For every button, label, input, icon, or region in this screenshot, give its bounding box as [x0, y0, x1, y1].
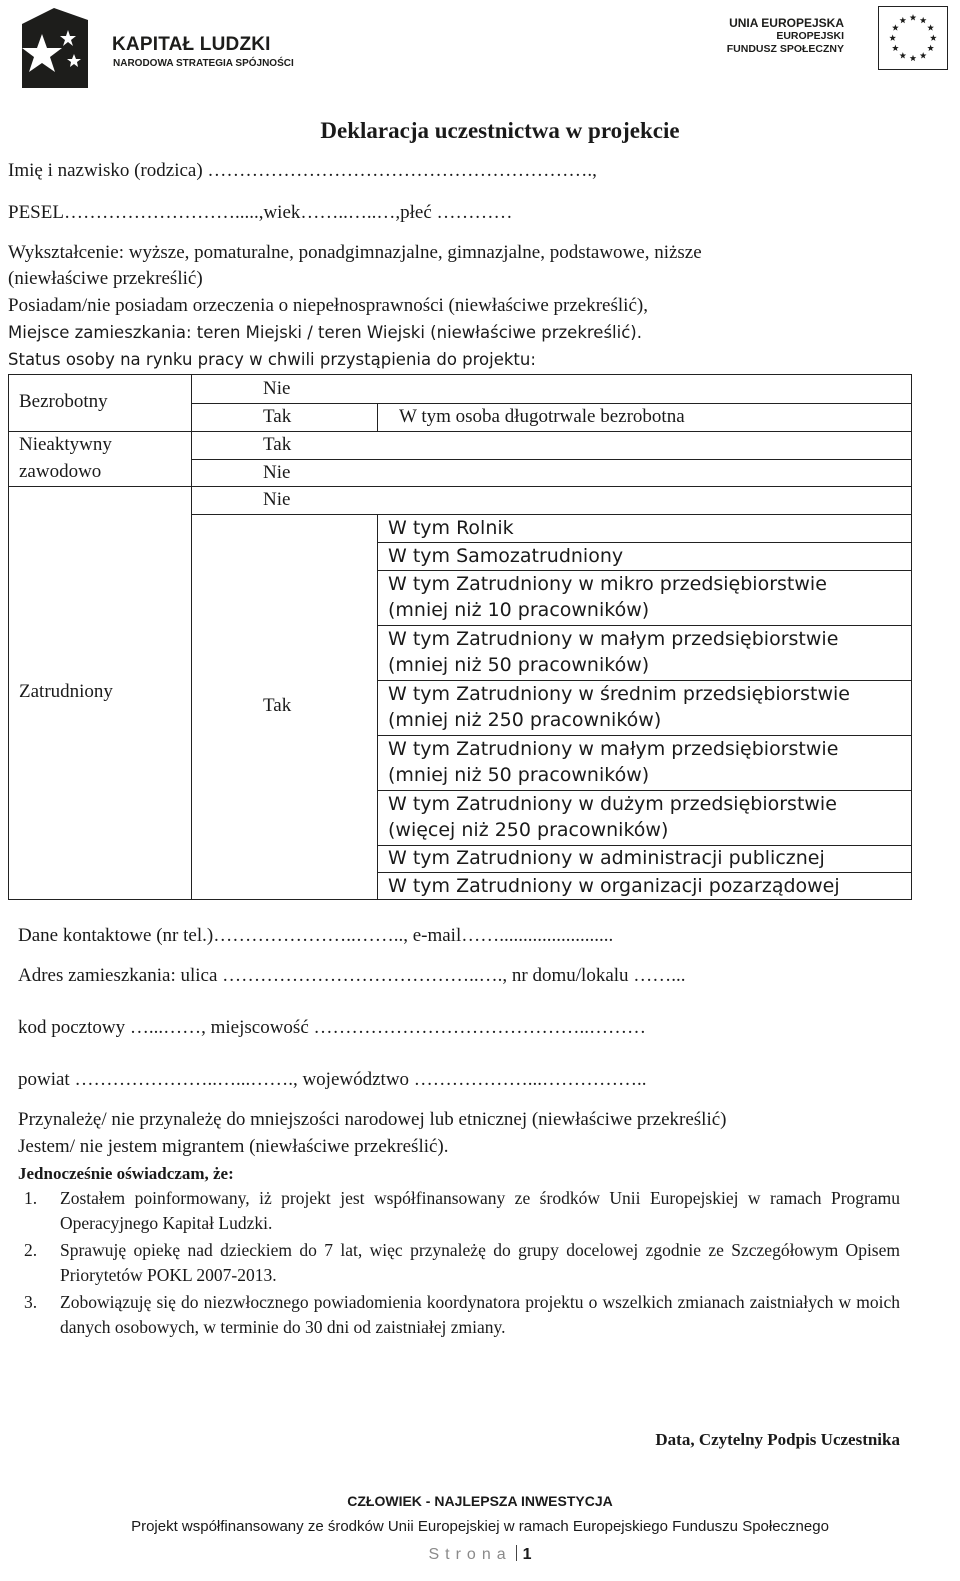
minority-declaration: Przynależę/ nie przynależę do mniejszości narodowej lub etnicznej (niewłaściwe przekreślić) — [18, 1109, 727, 1130]
eu-logo — [716, 2, 956, 74]
kapital-ludzki-title: KAPITAŁ LUDZKI — [112, 34, 271, 55]
page-number-footer — [0, 1545, 960, 1564]
education-note: (niewłaściwe przekreślić) — [8, 268, 203, 289]
page-number: 1 — [522, 1546, 532, 1563]
migrant-declaration: Jestem/ nie jestem migrantem (niewłaściwe przekreślić). — [18, 1136, 449, 1157]
status-intro: Status osoby na rynku pracy w chwili przystąpienia do projektu: — [8, 350, 536, 369]
status-long-term-unemployed: W tym osoba długotrwale bezrobotna — [399, 406, 685, 427]
employed-detail-small-note: (mniej niż 50 pracowników) — [388, 654, 650, 676]
employed-detail-micro-note: (mniej niż 10 pracowników) — [388, 599, 650, 621]
address-street-line: Adres zamieszkania: ulica …………………………………..…., nr domu/lokalu ……... — [18, 965, 686, 986]
list-item — [18, 1238, 900, 1288]
list-item-number: 2. — [24, 1240, 38, 1260]
employed-detail-self-employed: W tym Samozatrudniony — [388, 545, 624, 567]
kapital-ludzki-subtitle: NARODOWA STRATEGIA SPÓJNOŚCI — [113, 58, 294, 69]
employed-detail-ngo: W tym Zatrudniony w organizacji pozarządowej — [388, 875, 840, 897]
eu-logo-line2: EUROPEJSKI — [776, 30, 844, 42]
employed-detail-large-note: (więcej niż 250 pracowników) — [388, 819, 669, 841]
eu-stars-flag-icon — [878, 6, 948, 70]
name-field-line: Imię i nazwisko (rodzica) ……………………………………………………., — [8, 160, 597, 181]
list-item-number: 1. — [24, 1188, 38, 1208]
declarations-heading: Jednocześnie oświadczam, że: — [18, 1164, 234, 1183]
page-title: Deklaracja uczestnictwa w projekcie — [320, 118, 680, 143]
list-item-text: Sprawuję opiekę nad dzieckiem do 7 lat, więc przynależę do grupy docelowej zgodnie ze Szczegółowym Opisem Priorytetów POKL 2007-2013. — [60, 1240, 900, 1285]
footer-funding-note: Projekt współfinansowany ze środków Unii Europejskiej w ramach Europejskiego Funduszu Społecznego — [131, 1518, 829, 1535]
status-employed-no: Nie — [263, 489, 291, 510]
list-item — [18, 1186, 900, 1236]
page-separator — [516, 1545, 517, 1561]
list-item-text: Zostałem poinformowany, iż projekt jest współfinansowany ze środków Unii Europejskiej w ramach Programu Operacyjnego Kapitał Ludzki. — [60, 1188, 900, 1233]
page-word: Strona — [428, 1546, 512, 1563]
list-item-text: Zobowiązuję się do niezwłocznego powiadomienia koordynatora projektu o wszelkich zmianach zaistniałych w moich danych osobowych, w terminie do 30 dni od zaistniałej zmiany. — [60, 1292, 900, 1337]
status-inactive-yes: Tak — [263, 434, 292, 455]
employed-detail-medium-note: (mniej niż 250 pracowników) — [388, 709, 662, 731]
eu-logo-line3: FUNDUSZ SPOŁECZNY — [726, 43, 844, 55]
labor-market-status-table — [8, 374, 912, 900]
status-unemployed-yes: Tak — [263, 406, 292, 427]
status-unemployed-label: Bezrobotny — [19, 391, 108, 412]
employed-detail-micro: W tym Zatrudniony w mikro przedsiębiorstwie — [388, 573, 827, 595]
page-header — [0, 0, 960, 95]
footer-slogan: CZŁOWIEK - NAJLEPSZA INWESTYCJA — [347, 1493, 613, 1509]
eu-logo-text — [727, 16, 844, 56]
disability-line: Posiadam/nie posiadam orzeczenia o niepełnosprawności (niewłaściwe przekreślić), — [8, 295, 648, 316]
status-inactive-label-2: zawodowo — [19, 461, 102, 482]
pesel-age-sex-line: PESEL……………………….....,wiek……..…..…,płeć ………… — [8, 202, 513, 223]
contact-phone-email-line: Dane kontaktowe (nr tel.)…………………..…….., e-mail……........................ — [18, 925, 614, 946]
education-line: Wykształcenie: wyższe, pomaturalne, ponadgimnazjalne, gimnazjalne, podstawowe, niższe — [8, 242, 702, 263]
status-employed-label: Zatrudniony — [19, 681, 113, 702]
employed-detail-large: W tym Zatrudniony w dużym przedsiębiorstwie — [388, 793, 837, 815]
list-item — [18, 1290, 900, 1340]
address-district-province-line: powiat …………………..…...……., województwo ………………...…………….. — [18, 1069, 647, 1090]
employed-detail-farmer: W tym Rolnik — [388, 517, 514, 539]
residence-line: Miejsce zamieszkania: teren Miejski / teren Wiejski (niewłaściwe przekreślić). — [8, 323, 642, 342]
kapital-ludzki-logo — [18, 4, 308, 88]
status-unemployed-no: Nie — [263, 378, 291, 399]
status-inactive-label-1: Nieaktywny — [19, 434, 112, 455]
employed-detail-public-admin: W tym Zatrudniony w administracji publicznej — [388, 847, 825, 869]
employed-detail-small-2-note: (mniej niż 50 pracowników) — [388, 764, 650, 786]
kapital-ludzki-star-icon — [18, 4, 92, 88]
status-inactive-no: Nie — [263, 462, 291, 483]
list-item-number: 3. — [24, 1292, 38, 1312]
status-employed-yes: Tak — [263, 695, 292, 716]
eu-logo-line1: UNIA EUROPEJSKA — [729, 16, 844, 30]
employed-detail-small-2: W tym Zatrudniony w małym przedsiębiorstwie — [388, 738, 839, 760]
address-postal-city-line: kod pocztowy …...……, miejscowość ……………………………………..……… — [18, 1017, 647, 1038]
employed-detail-medium: W tym Zatrudniony w średnim przedsiębiorstwie — [388, 683, 850, 705]
declarations-list — [18, 1186, 900, 1342]
employed-detail-small: W tym Zatrudniony w małym przedsiębiorstwie — [388, 628, 839, 650]
signature-label: Data, Czytelny Podpis Uczestnika — [655, 1430, 900, 1449]
